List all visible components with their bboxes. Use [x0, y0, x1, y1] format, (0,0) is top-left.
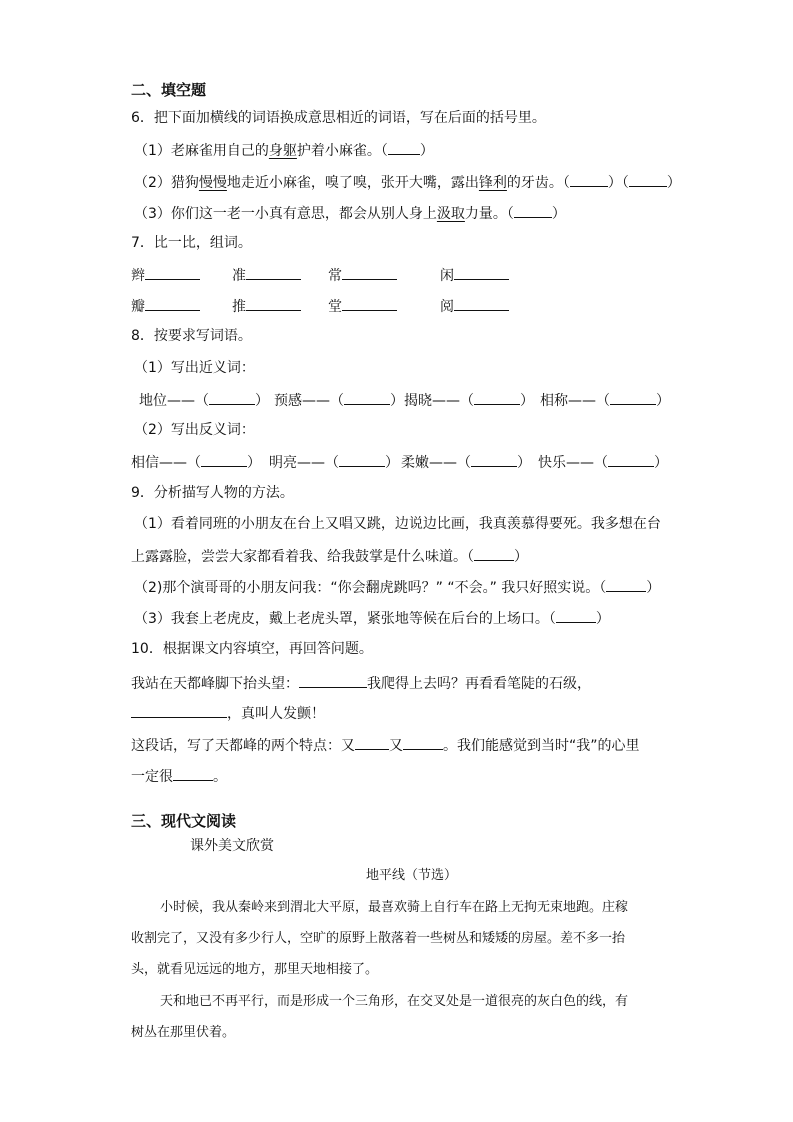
q7-answer-blank[interactable] — [454, 295, 509, 311]
q10-text: 一定很 — [131, 769, 173, 785]
q6-2-text-e: ） — [666, 175, 681, 191]
q6-2-answer-blank-1[interactable] — [570, 171, 608, 187]
q6-1-text-c: ） — [419, 143, 434, 159]
article-paragraph-2-line-2: 树丛在那里伏着。 — [131, 1025, 236, 1040]
q8-close-paren: ） — [247, 455, 261, 471]
q10-text: ，真叫人发颤！ — [227, 706, 325, 722]
q10-line-3 — [131, 734, 640, 756]
q10-line-4 — [131, 765, 227, 787]
reading-subtitle: 课外美文欣赏 — [190, 838, 274, 854]
q8-answer-blank[interactable] — [209, 389, 255, 405]
q8-antonym-item-3 — [401, 451, 531, 473]
q7-row1-item-1 — [131, 264, 200, 286]
q6-2-text-b: 地走近小麻雀，嗅了嗅，张开大嘴，露出 — [226, 175, 479, 191]
q9-close-paren: ） — [646, 580, 661, 596]
q7-char: 准 — [232, 268, 246, 284]
question-6-item-2 — [134, 171, 681, 193]
q8-answer-blank[interactable] — [610, 389, 656, 405]
q8-part-1-label: （1）写出近义词： — [134, 360, 255, 376]
q10-line-1 — [131, 672, 591, 694]
q10-answer-blank-5[interactable] — [173, 765, 213, 781]
q8-answer-blank[interactable] — [471, 451, 517, 467]
q8-word: 相信——（ — [131, 455, 201, 471]
q8-antonym-item-2 — [269, 451, 399, 473]
q7-answer-blank[interactable] — [246, 264, 301, 280]
q8-word: 明亮——（ — [269, 455, 339, 471]
question-6-item-3 — [134, 202, 566, 224]
q8-answer-blank[interactable] — [201, 451, 247, 467]
q9-2-text: （2)那个演哥哥的小朋友问我：“你会翻虎跳吗？” “不会。” 我只好照实说。（ — [134, 580, 607, 596]
q8-synonym-item-4 — [540, 389, 670, 411]
q9-close-paren: ） — [514, 549, 528, 565]
q7-char: 闲 — [440, 268, 454, 284]
q7-answer-blank[interactable] — [342, 295, 397, 311]
q6-3-answer-blank[interactable] — [514, 202, 552, 218]
article-paragraph-1-line-1: 小时候，我从秦岭来到渭北大平原，最喜欢骑上自行车在路上无拘无束地跑。庄稼 — [160, 900, 629, 915]
q7-char: 瓣 — [131, 299, 145, 315]
q7-row1-item-2 — [232, 264, 301, 286]
q6-2-underlined-word-2: 锋利 — [478, 175, 507, 191]
q8-answer-blank[interactable] — [608, 451, 654, 467]
q9-item-3 — [134, 607, 610, 629]
q6-2-text-d: ）（ — [607, 175, 629, 191]
q6-2-underlined-word-1: 慢慢 — [198, 175, 227, 191]
q7-answer-blank[interactable] — [246, 295, 301, 311]
q8-word: 揭晓——（ — [404, 393, 474, 409]
q9-2-answer-blank[interactable] — [606, 576, 646, 592]
q7-answer-blank[interactable] — [454, 264, 509, 280]
q8-close-paren: ） — [520, 393, 534, 409]
article-paragraph-1-line-2: 收割完了，又没有多少行人，空旷的原野上散落着一些树丛和矮矮的房屋。差不多一抬 — [131, 931, 626, 946]
q10-text: 又 — [389, 738, 403, 754]
article-title: 地平线（节选） — [366, 868, 458, 883]
q6-1-answer-blank[interactable] — [388, 139, 420, 155]
q8-close-paren: ） — [385, 455, 399, 471]
q9-item-1-line-1: （1）看着同班的小朋友在台上又唱又跳，边说边比画，我真羡慕得要死。我多想在台 — [134, 516, 661, 532]
q7-row2-item-4 — [440, 295, 509, 317]
q7-char: 常 — [328, 268, 342, 284]
q10-answer-blank-1[interactable] — [299, 672, 367, 688]
q9-close-paren: ） — [595, 611, 610, 627]
q8-close-paren: ） — [255, 393, 269, 409]
q8-antonym-item-1 — [131, 451, 261, 473]
question-9-stem: 9．分析描写人物的方法。 — [131, 485, 294, 501]
q7-row1-item-4 — [440, 264, 509, 286]
q8-word: 预感——（ — [274, 393, 344, 409]
q7-answer-blank[interactable] — [342, 264, 397, 280]
question-7-stem: 7．比一比，组词。 — [131, 235, 252, 251]
article-paragraph-1-line-3: 头，就看见远远的地方，那里天地相接了。 — [131, 962, 379, 977]
question-6-item-1 — [134, 139, 434, 161]
question-6-stem: 6．把下面加横线的词语换成意思相近的词语，写在后面的括号里。 — [131, 110, 546, 126]
q9-1-answer-blank[interactable] — [474, 545, 514, 561]
q8-close-paren: ） — [656, 393, 670, 409]
q8-answer-blank[interactable] — [344, 389, 390, 405]
q6-3-text-a: （3）你们这一老一小真有意思，都会从别人身上 — [134, 206, 437, 222]
q6-3-underlined-word: 汲取 — [436, 206, 465, 222]
q10-text: 我站在天都峰脚下抬头望： — [131, 676, 299, 692]
q7-char: 辫 — [131, 268, 145, 284]
q9-3-text: （3）我套上老虎皮，戴上老虎头罩，紧张地等候在后台的上场口。（ — [134, 611, 556, 627]
q6-3-text-c: ） — [551, 206, 566, 222]
q9-3-answer-blank[interactable] — [556, 607, 596, 623]
q8-part-2-label: （2）写出反义词： — [134, 422, 255, 438]
question-8-stem: 8．按要求写词语。 — [131, 328, 252, 344]
q8-close-paren: ） — [654, 455, 668, 471]
question-10-stem: 10．根据课文内容填空，再回答问题。 — [131, 641, 373, 657]
q6-2-text-a: （2）猎狗 — [134, 175, 199, 191]
q8-synonym-item-3 — [404, 389, 534, 411]
q8-word: 相称——（ — [540, 393, 610, 409]
q6-1-text-a: （1）老麻雀用自己的 — [134, 143, 269, 159]
q10-text: 。 — [213, 769, 227, 785]
section-heading-fill: 二、填空题 — [131, 81, 207, 99]
q9-item-2 — [134, 576, 660, 598]
q10-answer-blank-4[interactable] — [403, 734, 443, 750]
q6-3-text-b: 力量。（ — [464, 206, 514, 222]
q7-row2-item-1 — [131, 295, 200, 317]
article-paragraph-2-line-1: 天和地已不再平行，而是形成一个三角形，在交叉处是一道很亮的灰白色的线，有 — [160, 994, 629, 1009]
q10-answer-blank-3[interactable] — [355, 734, 389, 750]
q7-row2-item-3 — [328, 295, 397, 317]
q7-char: 阅 — [440, 299, 454, 315]
q8-answer-blank[interactable] — [339, 451, 385, 467]
q8-synonym-item-1 — [139, 389, 269, 411]
q6-1-text-b: 护着小麻雀。（ — [296, 143, 388, 159]
q8-word: 快乐——（ — [538, 455, 608, 471]
q8-answer-blank[interactable] — [474, 389, 520, 405]
q7-char: 堂 — [328, 299, 342, 315]
q8-close-paren: ） — [517, 455, 531, 471]
q7-row2-item-2 — [232, 295, 301, 317]
q8-synonym-item-2 — [274, 389, 404, 411]
q7-row1-item-3 — [328, 264, 397, 286]
q8-word: 地位——（ — [139, 393, 209, 409]
q6-2-text-c: 的牙齿。（ — [506, 175, 570, 191]
q7-char: 推 — [232, 299, 246, 315]
q6-1-underlined-word: 身躯 — [268, 143, 297, 159]
q7-answer-blank[interactable] — [145, 264, 200, 280]
q10-text: 。我们能感觉到当时“我”的心里 — [443, 738, 640, 754]
q10-line-2 — [131, 702, 325, 724]
q6-2-answer-blank-2[interactable] — [629, 171, 667, 187]
q9-1-text: 上露露脸，尝尝大家都看着我、给我鼓掌是什么味道。（ — [131, 549, 474, 565]
q8-antonym-item-4 — [538, 451, 668, 473]
section-heading-reading: 三、现代文阅读 — [131, 812, 237, 830]
q10-text: 这段话，写了天都峰的两个特点：又 — [131, 738, 355, 754]
q7-answer-blank[interactable] — [145, 295, 200, 311]
q10-text: 我爬得上去吗？再看看笔陡的石级， — [367, 676, 591, 692]
q9-item-1-line-2 — [131, 545, 528, 567]
q8-word: 柔嫩——（ — [401, 455, 471, 471]
q8-close-paren: ） — [390, 393, 404, 409]
q10-answer-blank-2[interactable] — [131, 702, 227, 718]
